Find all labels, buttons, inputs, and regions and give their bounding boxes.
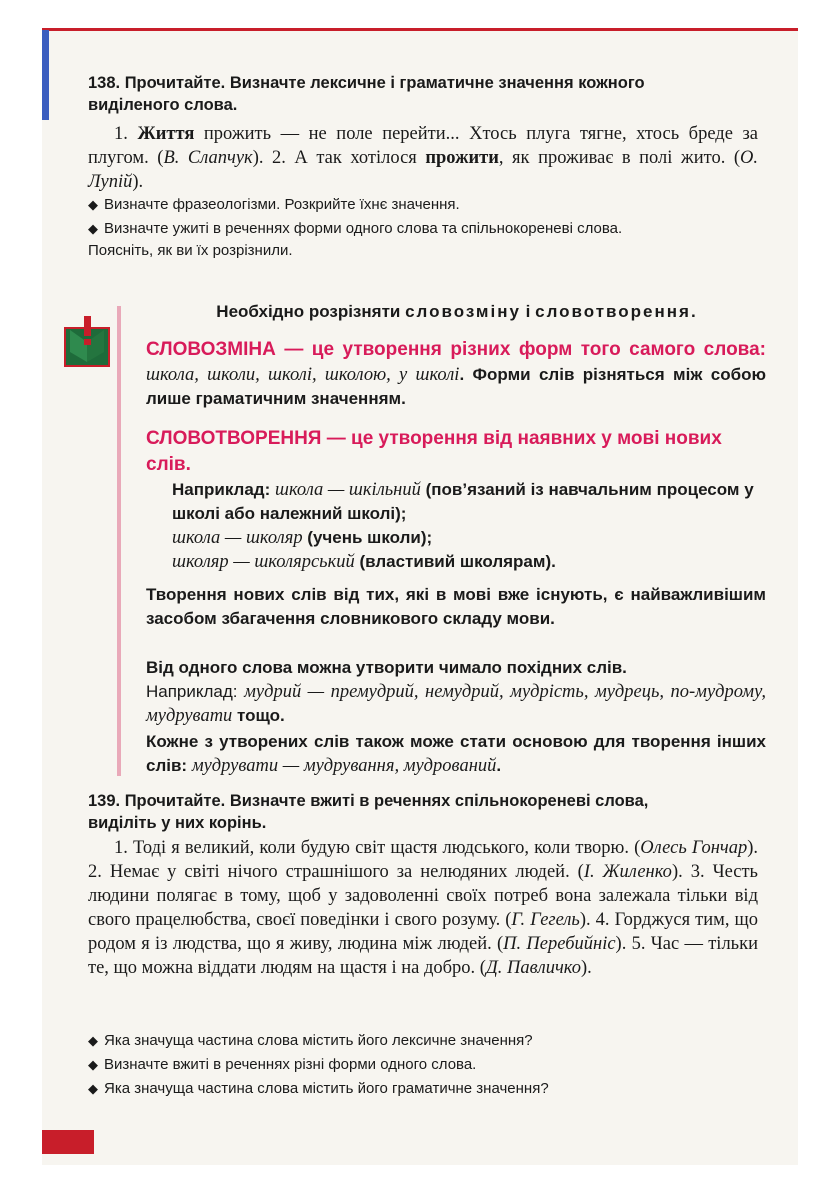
rule-definition-inflection: СЛОВОЗМІНА — це утворення різних форм того самого слова: школа, школи, школі, школою, у школі. Форми слів різняться між собою лише граматичним значенням. bbox=[146, 339, 766, 408]
rule-heading: Необхідно розрізняти словозміну і словотворення. bbox=[216, 302, 696, 321]
rule-definition-derivation: СЛОВОТВОРЕННЯ — це утворення від наявних у мові нових слів. bbox=[146, 428, 722, 475]
rule-paragraph-2: Від одного слова можна утворити чимало похідних слів. Наприклад: мудрий — премудрий, немудрий, мудрість, мудрець, по-мудрому, мудрувати тощо. bbox=[146, 658, 767, 726]
exercise-138-task-2: ◆ Визначте ужиті в реченнях форми одного слова та спільнокореневі слова. Поясніть, як ви їх розрізнили. bbox=[88, 220, 623, 259]
bullet-icon: ◆ bbox=[88, 221, 98, 236]
bullet-icon: ◆ bbox=[88, 197, 98, 212]
exercise-139-title: 139. Прочитайте. Визначте вжиті в реченнях спільнокореневі слова, виділіть у них корінь. bbox=[88, 792, 649, 832]
bullet-icon: ◆ bbox=[88, 1081, 98, 1096]
page-corner-tab bbox=[42, 1130, 94, 1154]
bullet-icon: ◆ bbox=[88, 1033, 98, 1048]
top-rule bbox=[42, 28, 798, 31]
rule-paragraph-1: Творення нових слів від тих, які в мові вже існують, є найважливішим засобом збагачення словникового складу мови. bbox=[146, 585, 766, 628]
exercise-139-question-1: ◆ Яка значуща частина слова містить його лексичне значення? bbox=[88, 1032, 533, 1049]
rule-paragraph-3: Кожне з утворених слів також може стати основою для творення інших слів: мудрувати — мудрування, мудрований. bbox=[146, 732, 766, 776]
exercise-138-text: 1. Життя прожить — не поле перейти... Хтось плуга тягне, хтось бреде за плугом. (В. Слапчук). 2. А так хотілося прожити, як проживає в полі жито. (О. Лупій). bbox=[88, 124, 759, 192]
exercise-139-question-2: ◆ Визначте вжиті в реченнях різні форми одного слова. bbox=[88, 1056, 477, 1073]
exercise-139-question-3: ◆ Яка значуща частина слова містить його граматичне значення? bbox=[88, 1080, 549, 1097]
exercise-138-task-1: ◆ Визначте фразеологізми. Розкрийте їхнє значення. bbox=[88, 196, 460, 213]
rule-examples: Наприклад: школа — шкільний (пов’язаний із навчальним процесом у школі або належний школі); школа — школяр (учень школи); школяр — школярський (властивий школярам). bbox=[172, 480, 754, 572]
exclamation-book-icon bbox=[64, 316, 112, 368]
bullet-icon: ◆ bbox=[88, 1057, 98, 1072]
left-edge-strip bbox=[42, 30, 49, 120]
exercise-138-title: 138. Прочитайте. Визначте лексичне і граматичне значення кожного виділеного слова. bbox=[88, 74, 645, 114]
rule-margin-bar bbox=[117, 306, 121, 776]
exercise-139-text: 1. Тоді я великий, коли будую світ щастя людського, коли творю. (Олесь Гончар). 2. Немає у світі нічого страшнішого за нелюдяних людей. (І. Жиленко). 3. Честь людини полягає в тому, щоб у задоволенні своїх потреб вона залежала тільки від свого працелюбства, своєї поведінки і свого розуму. (Г. Гегель). 4. Горджуся тим, що родом я із людства, що я живу, людина між людей. (П. Перебийніс). 5. Час — тільки те, що можна віддати людям на щастя і на добро. (Д. Павличко). bbox=[88, 838, 759, 978]
